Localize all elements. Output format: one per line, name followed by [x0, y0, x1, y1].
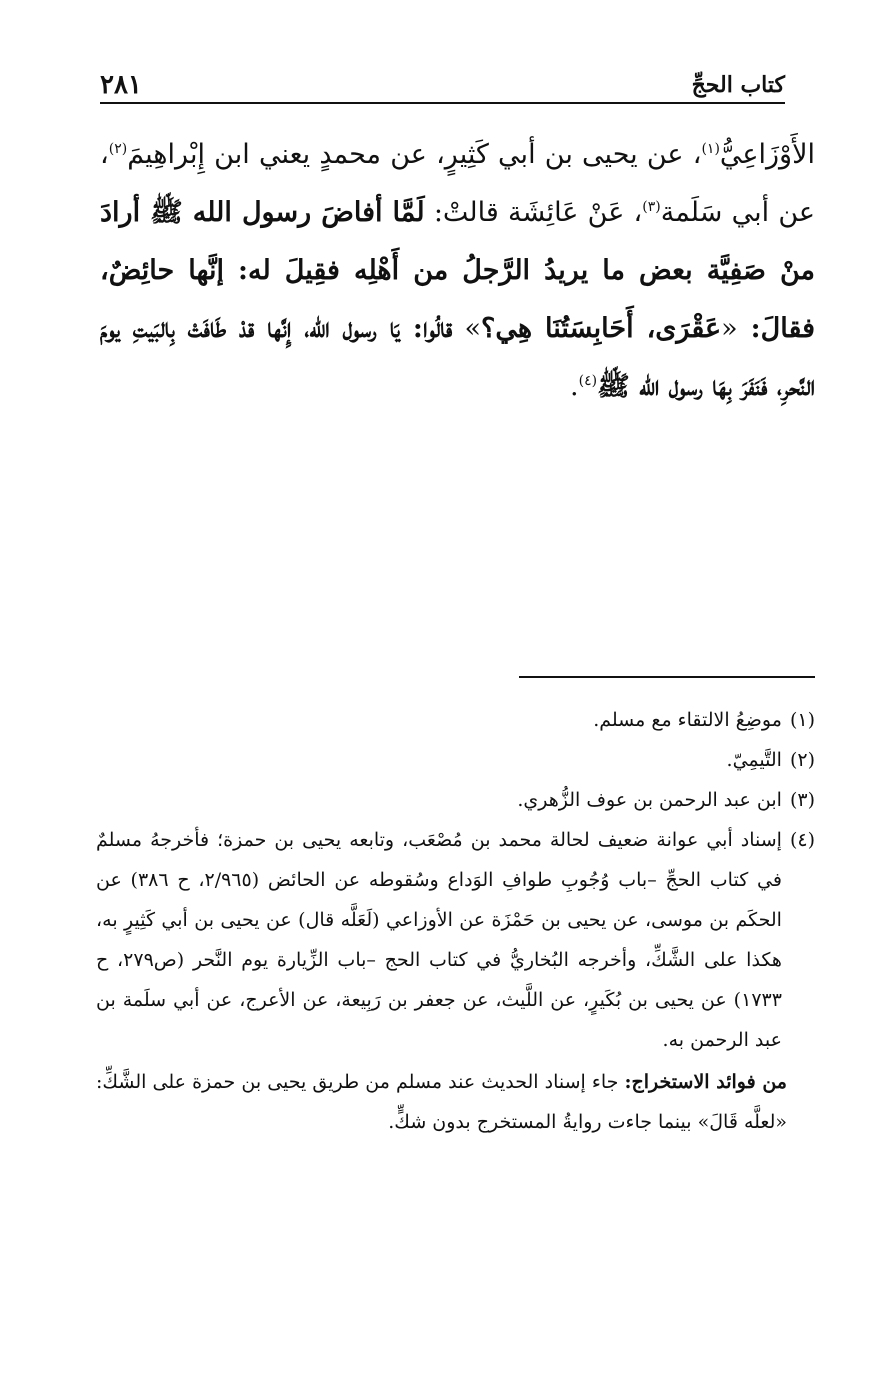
hadith-text: لَمَّا أفاضَ رسول الله ﷺ أرادَ منْ صَفِيَّة بعض ما يريدُ الرَّجلُ من أَهْلِه فقِيلَ له: إنَّها حائِضٌ، فقالَ: [100, 197, 816, 344]
footnotes [96, 700, 815, 1142]
footnote-text: موضِعُ الالتقاء مع مسلم. [593, 709, 782, 731]
footnote-ref: (٣) [642, 199, 661, 215]
hadith-quote: عَقْرَى، أَحَابِسَتُنَا هِي؟ [481, 313, 722, 344]
footnote [96, 780, 815, 820]
footnote-number: (٢) [789, 749, 815, 771]
footnote-text: إسناد أبي عوانة ضعيف لحالة محمد بن مُصْعَب، وتابعه يحيى بن حمزة؛ فأخرجهُ مسلمٌ في كتاب الحجِّ –باب وُجُوبِ طوافِ الوَداع وسُقوطه عن الحائض (٢/٩٦٥، ح ٣٨٦) عن الحكَم بن موسى، عن يحيى بن حَمْزَة عن الأوزاعي (لَعَلَّه قال) عن يحيى بن أبي كَثِيرٍ به، هكذا على الشَّكِّ، وأخرجه البُخاريُّ في كتاب الحج –باب الزِّيارة يوم النَّحر (ص٢٧٩، ح ١٧٣٣) عن يحيى بن بُكَيرٍ، عن اللَّيث، عن جعفر بن رَبِيعة، عن الأعرج، عن أبي سلَمة بن عبد الرحمن به. [96, 829, 782, 1051]
footnote [96, 820, 815, 1060]
footnote [96, 740, 815, 780]
footnote-text: ابن عبد الرحمن بن عوف الزُّهري. [517, 789, 782, 811]
footnote [96, 700, 815, 740]
text-segment: ، عن أبي سَلَمة [100, 139, 815, 228]
benefit-label: من فوائد الاستخراج: [624, 1071, 787, 1093]
extraction-benefit-note [96, 1062, 787, 1142]
text-segment: ، عن يحيى بن أبي كَثِيرٍ، عن محمدٍ يعني ابن إِبْراهِيمَ [127, 139, 702, 170]
footnote-separator [519, 676, 815, 678]
footnote-number: (٤) [789, 829, 815, 851]
running-title: كتاب الحجِّ [691, 72, 785, 98]
quote-close: » [452, 313, 481, 344]
text-segment: ، عَنْ عَائِشَة قالتْ: [424, 197, 643, 228]
quote-open: « [721, 313, 738, 344]
footnote-number: (٣) [789, 789, 815, 811]
text-segment: . [570, 371, 579, 402]
footnote-text: التَّيمِيّ. [726, 749, 782, 771]
benefit-text: جاء إسناد الحديث عند مسلم من طريق يحيى بن حمزة على الشَّكِّ: «لعلَّه قَالَ» بينما جاءت روايةُ المستخرج بدون شكٍّ. [96, 1071, 787, 1133]
footnote-ref: (٢) [108, 141, 128, 157]
hadith-text: قالُوا: يَا رسول الله، إِنَّها قدْ طَافَتْ بِالبَيتِ يومَ النَّحرِ، فَنَفَرَ بِهَا رسول الله ﷺ [100, 313, 815, 402]
footnote-number: (١) [789, 709, 815, 731]
text-segment: الأَوْزَاعِيُّ [719, 139, 815, 170]
footnote-ref: (٤) [578, 373, 598, 389]
main-text [100, 126, 815, 416]
page-header [100, 62, 785, 104]
page-number: ٢٨١ [100, 70, 142, 100]
footnote-ref: (١) [701, 141, 720, 157]
